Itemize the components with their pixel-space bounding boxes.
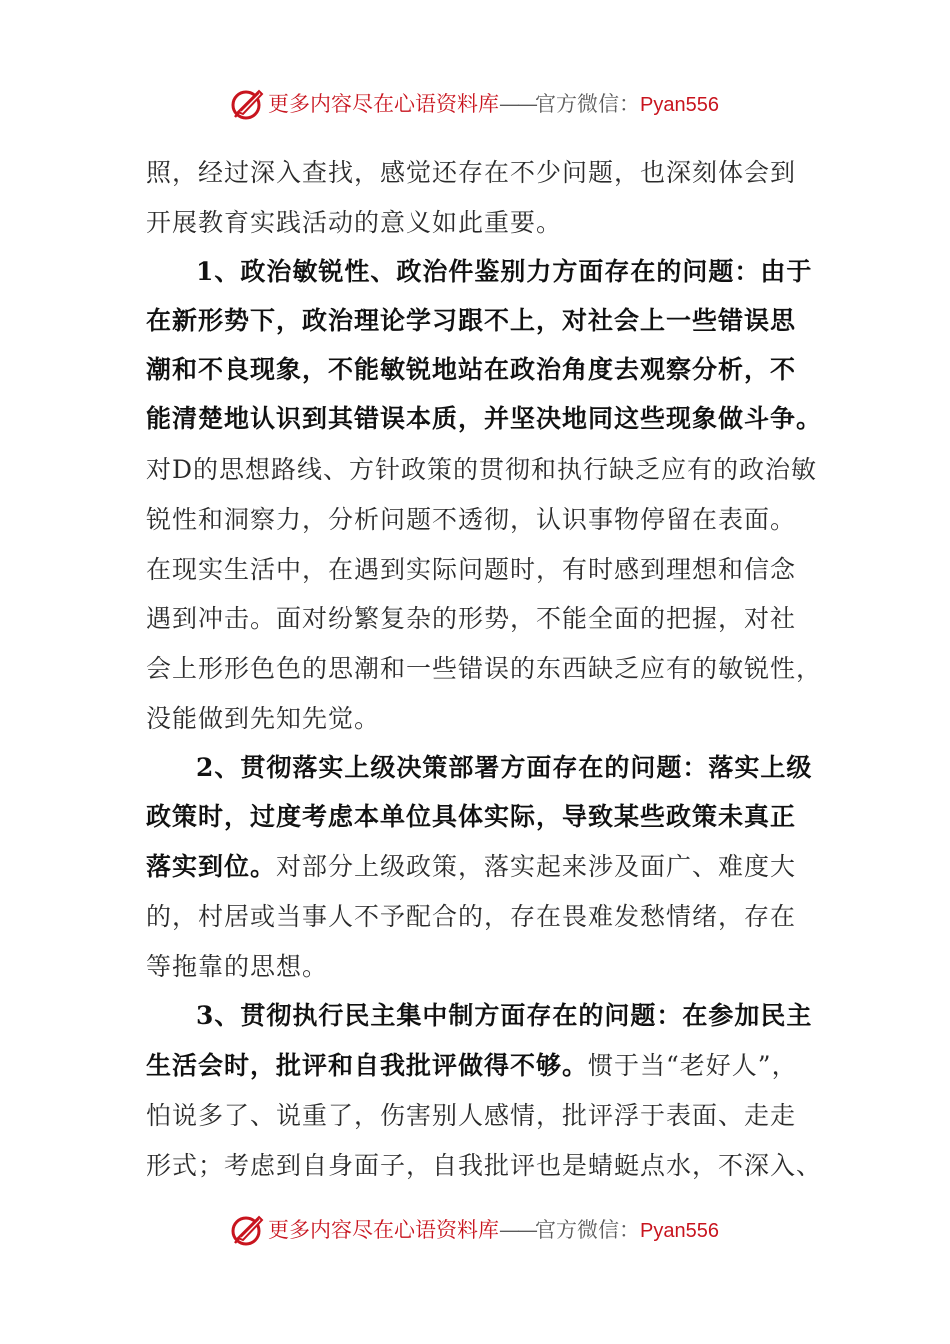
text-line: 遇到冲击。面对纷繁复杂的形势，不能全面的把握，对社 <box>146 604 797 633</box>
watermark-site: 更多内容尽在心语资料库 <box>268 1218 499 1242</box>
quill-logo-icon <box>229 1212 265 1248</box>
text-line: 照，经过深入查找，感觉还存在不少问题，也深刻体会到 <box>146 158 797 187</box>
text-line: 落实到位。对部分上级政策，落实起来涉及面广、难度大 <box>146 852 797 881</box>
text-line: 怕说多了、说重了，伤害别人感情，批评浮于表面、走走 <box>146 1101 797 1130</box>
text-line: 等拖靠的思想。 <box>146 952 329 981</box>
watermark-wechat-id: Pyan556 <box>640 1220 719 1242</box>
text-line: 1、政治敏锐性、政治件鉴别力方面存在的问题：由于 <box>196 257 813 286</box>
text-line: 3、贯彻执行民主集中制方面存在的问题：在参加民主 <box>196 1001 813 1030</box>
text-line: 政策时，过度考虑本单位具体实际，导致某些政策未真正 <box>146 802 797 831</box>
text-line: 2、贯彻落实上级决策部署方面存在的问题：落实上级 <box>196 753 813 782</box>
watermark-wechat-id: Pyan556 <box>640 94 719 116</box>
watermark-text <box>268 1216 719 1245</box>
text-line: 生活会时，批评和自我批评做得不够。惯于当“老好人”， <box>146 1051 798 1080</box>
watermark-dash: —— <box>499 1218 535 1242</box>
watermark-banner-top <box>0 84 950 124</box>
watermark-site: 更多内容尽在心语资料库 <box>268 92 499 116</box>
text-line: 没能做到先知先觉。 <box>146 704 381 733</box>
text-line: 能清楚地认识到其错误本质，并坚决地同这些现象做斗争。 <box>146 404 823 433</box>
text-line: 锐性和洞察力，分析问题不透彻，认识事物停留在表面。 <box>146 505 797 534</box>
text-line: 形式；考虑到自身面子，自我批评也是蜻蜓点水，不深入、 <box>146 1151 823 1180</box>
text-line: 的，村居或当事人不予配合的，存在畏难发愁情绪，存在 <box>146 902 797 931</box>
watermark-dash: —— <box>499 92 535 116</box>
text-line: 会上形形色色的思潮和一些错误的东西缺乏应有的敏锐性， <box>146 654 823 683</box>
text-line: 对D的思想路线、方针政策的贯彻和执行缺乏应有的政治敏 <box>146 455 818 484</box>
text-line: 在新形势下，政治理论学习跟不上，对社会上一些错误思 <box>146 306 797 335</box>
watermark-wechat-label: 官方微信： <box>535 92 640 116</box>
quill-logo-icon <box>229 86 265 122</box>
watermark-text <box>268 90 719 119</box>
text-line: 在现实生活中，在遇到实际问题时，有时感到理想和信念 <box>146 555 797 584</box>
watermark-wechat-label: 官方微信： <box>535 1218 640 1242</box>
text-line: 开展教育实践活动的意义如此重要。 <box>146 208 563 237</box>
watermark-banner-bottom <box>0 1210 950 1250</box>
text-line: 潮和不良现象，不能敏锐地站在政治角度去观察分析，不 <box>146 355 797 384</box>
